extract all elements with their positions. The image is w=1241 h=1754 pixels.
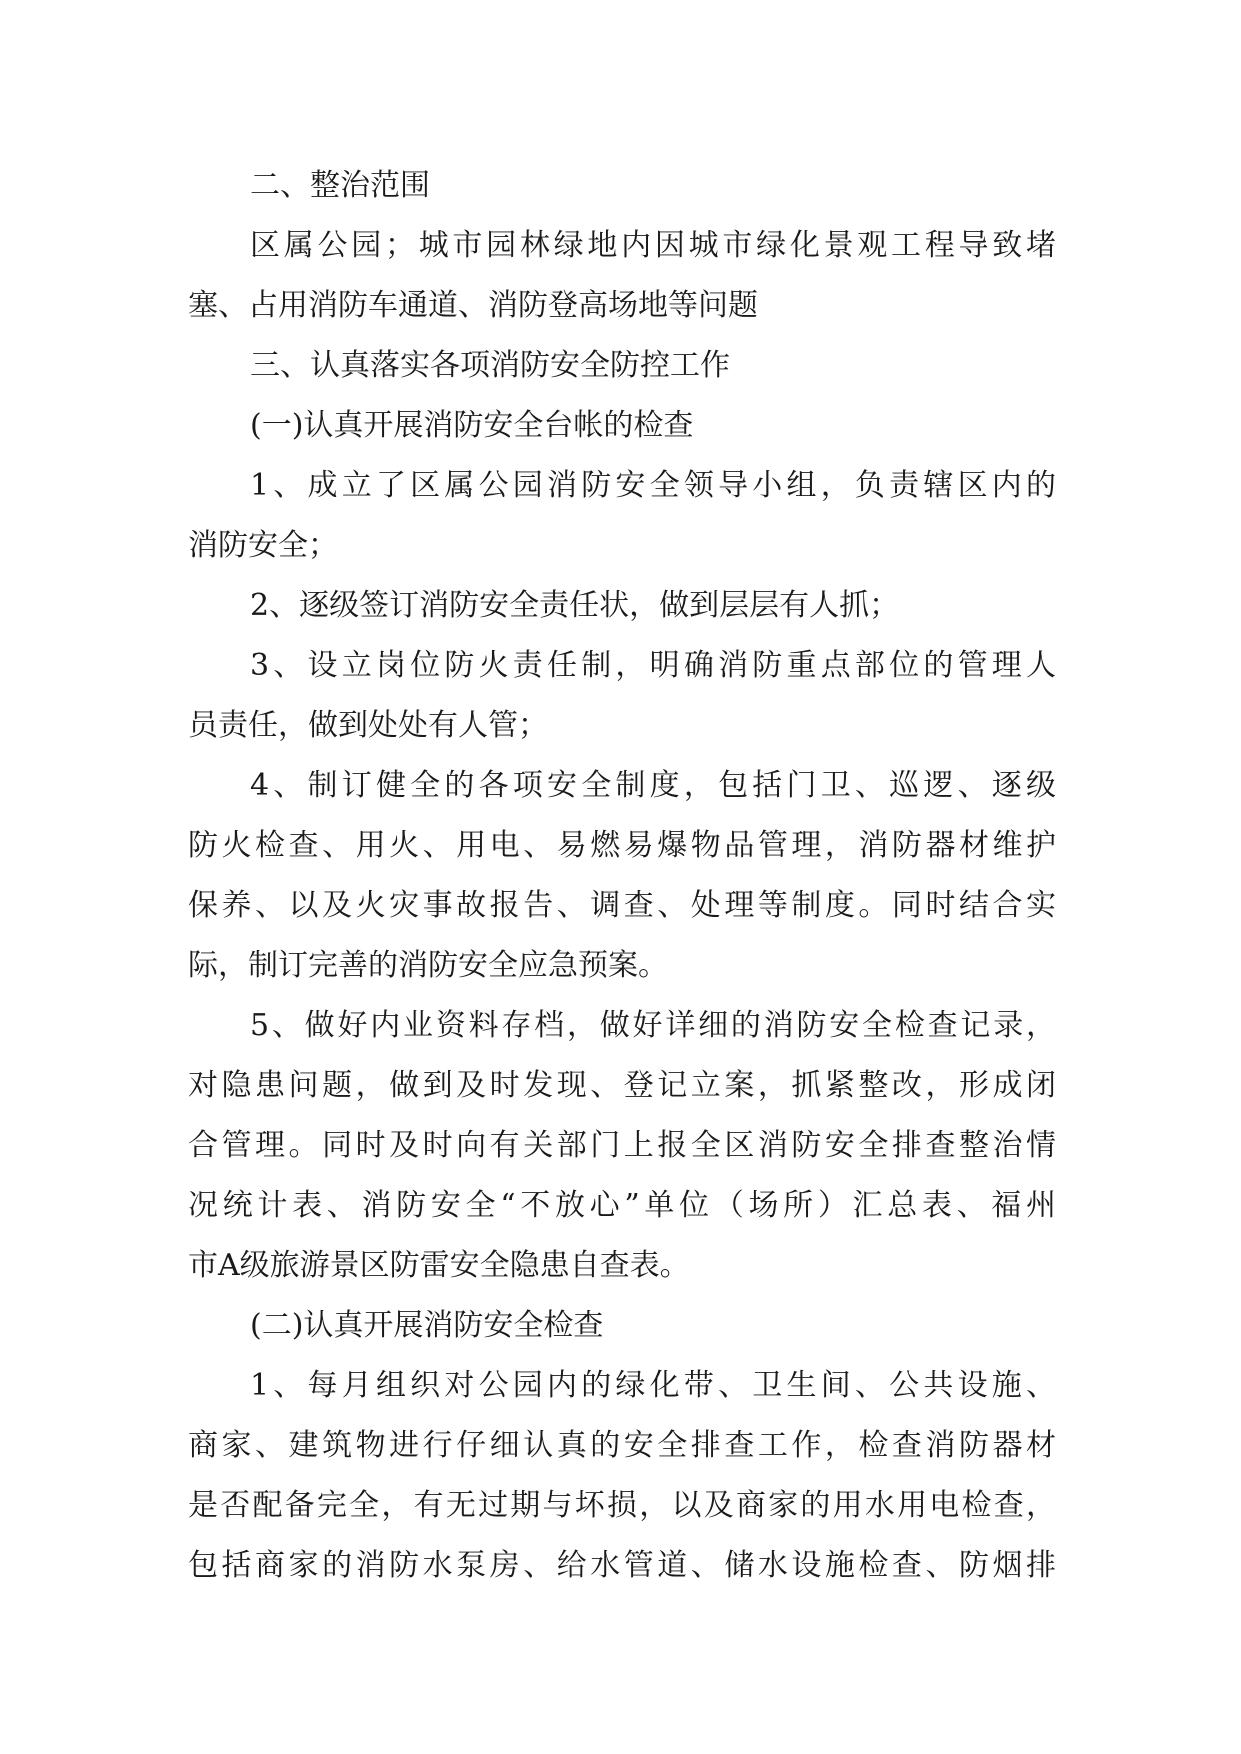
text-line: 1、成立了区属公园消防安全领导小组，负责辖区内的 [250, 468, 1056, 503]
text-line: 是否配备完全，有无过期与坏损，以及商家的用水用电检查， [188, 1488, 1056, 1523]
text-line: 5、做好内业资料存档，做好详细的消防安全检查记录， [250, 1008, 1056, 1043]
text-line: 防火检查、用火、用电、易燃易爆物品管理，消防器材维护 [188, 828, 1056, 863]
text-line: (二)认真开展消防安全检查 [250, 1308, 604, 1343]
text-line: 商家、建筑物进行仔细认真的安全排查工作，检查消防器材 [188, 1428, 1056, 1463]
text-line: 市A级旅游景区防雷安全隐患自查表。 [188, 1248, 690, 1283]
text-line: 员责任，做到处处有人管； [188, 708, 548, 743]
text-line: 三、认真落实各项消防安全防控工作 [250, 348, 730, 383]
text-line: 合管理。同时及时向有关部门上报全区消防安全排查整治情 [188, 1128, 1056, 1163]
text-line: 包括商家的消防水泵房、给水管道、储水设施检查、防烟排 [188, 1548, 1056, 1583]
text-line: 区属公园；城市园林绿地内因城市绿化景观工程导致堵 [250, 228, 1056, 263]
text-line: 况统计表、消防安全“不放心”单位（场所）汇总表、福州 [188, 1188, 1056, 1223]
document-body [188, 156, 1056, 1596]
text-line: 对隐患问题，做到及时发现、登记立案，抓紧整改，形成闭 [188, 1068, 1056, 1103]
text-line: 1、每月组织对公园内的绿化带、卫生间、公共设施、 [250, 1368, 1056, 1403]
text-line: 塞、占用消防车通道、消防登高场地等问题 [188, 288, 758, 323]
text-line: 3、设立岗位防火责任制，明确消防重点部位的管理人 [250, 648, 1056, 683]
text-line: 2、逐级签订消防安全责任状，做到层层有人抓； [250, 588, 900, 623]
text-line: 保养、以及火灾事故报告、调查、处理等制度。同时结合实 [188, 888, 1056, 923]
text-line: 4、制订健全的各项安全制度，包括门卫、巡逻、逐级 [250, 768, 1056, 803]
text-line: 二、整治范围 [250, 168, 430, 203]
text-line: 际，制订完善的消防安全应急预案。 [188, 948, 668, 983]
text-line: 消防安全； [188, 528, 338, 563]
text-line: (一)认真开展消防安全台帐的检查 [250, 408, 694, 443]
